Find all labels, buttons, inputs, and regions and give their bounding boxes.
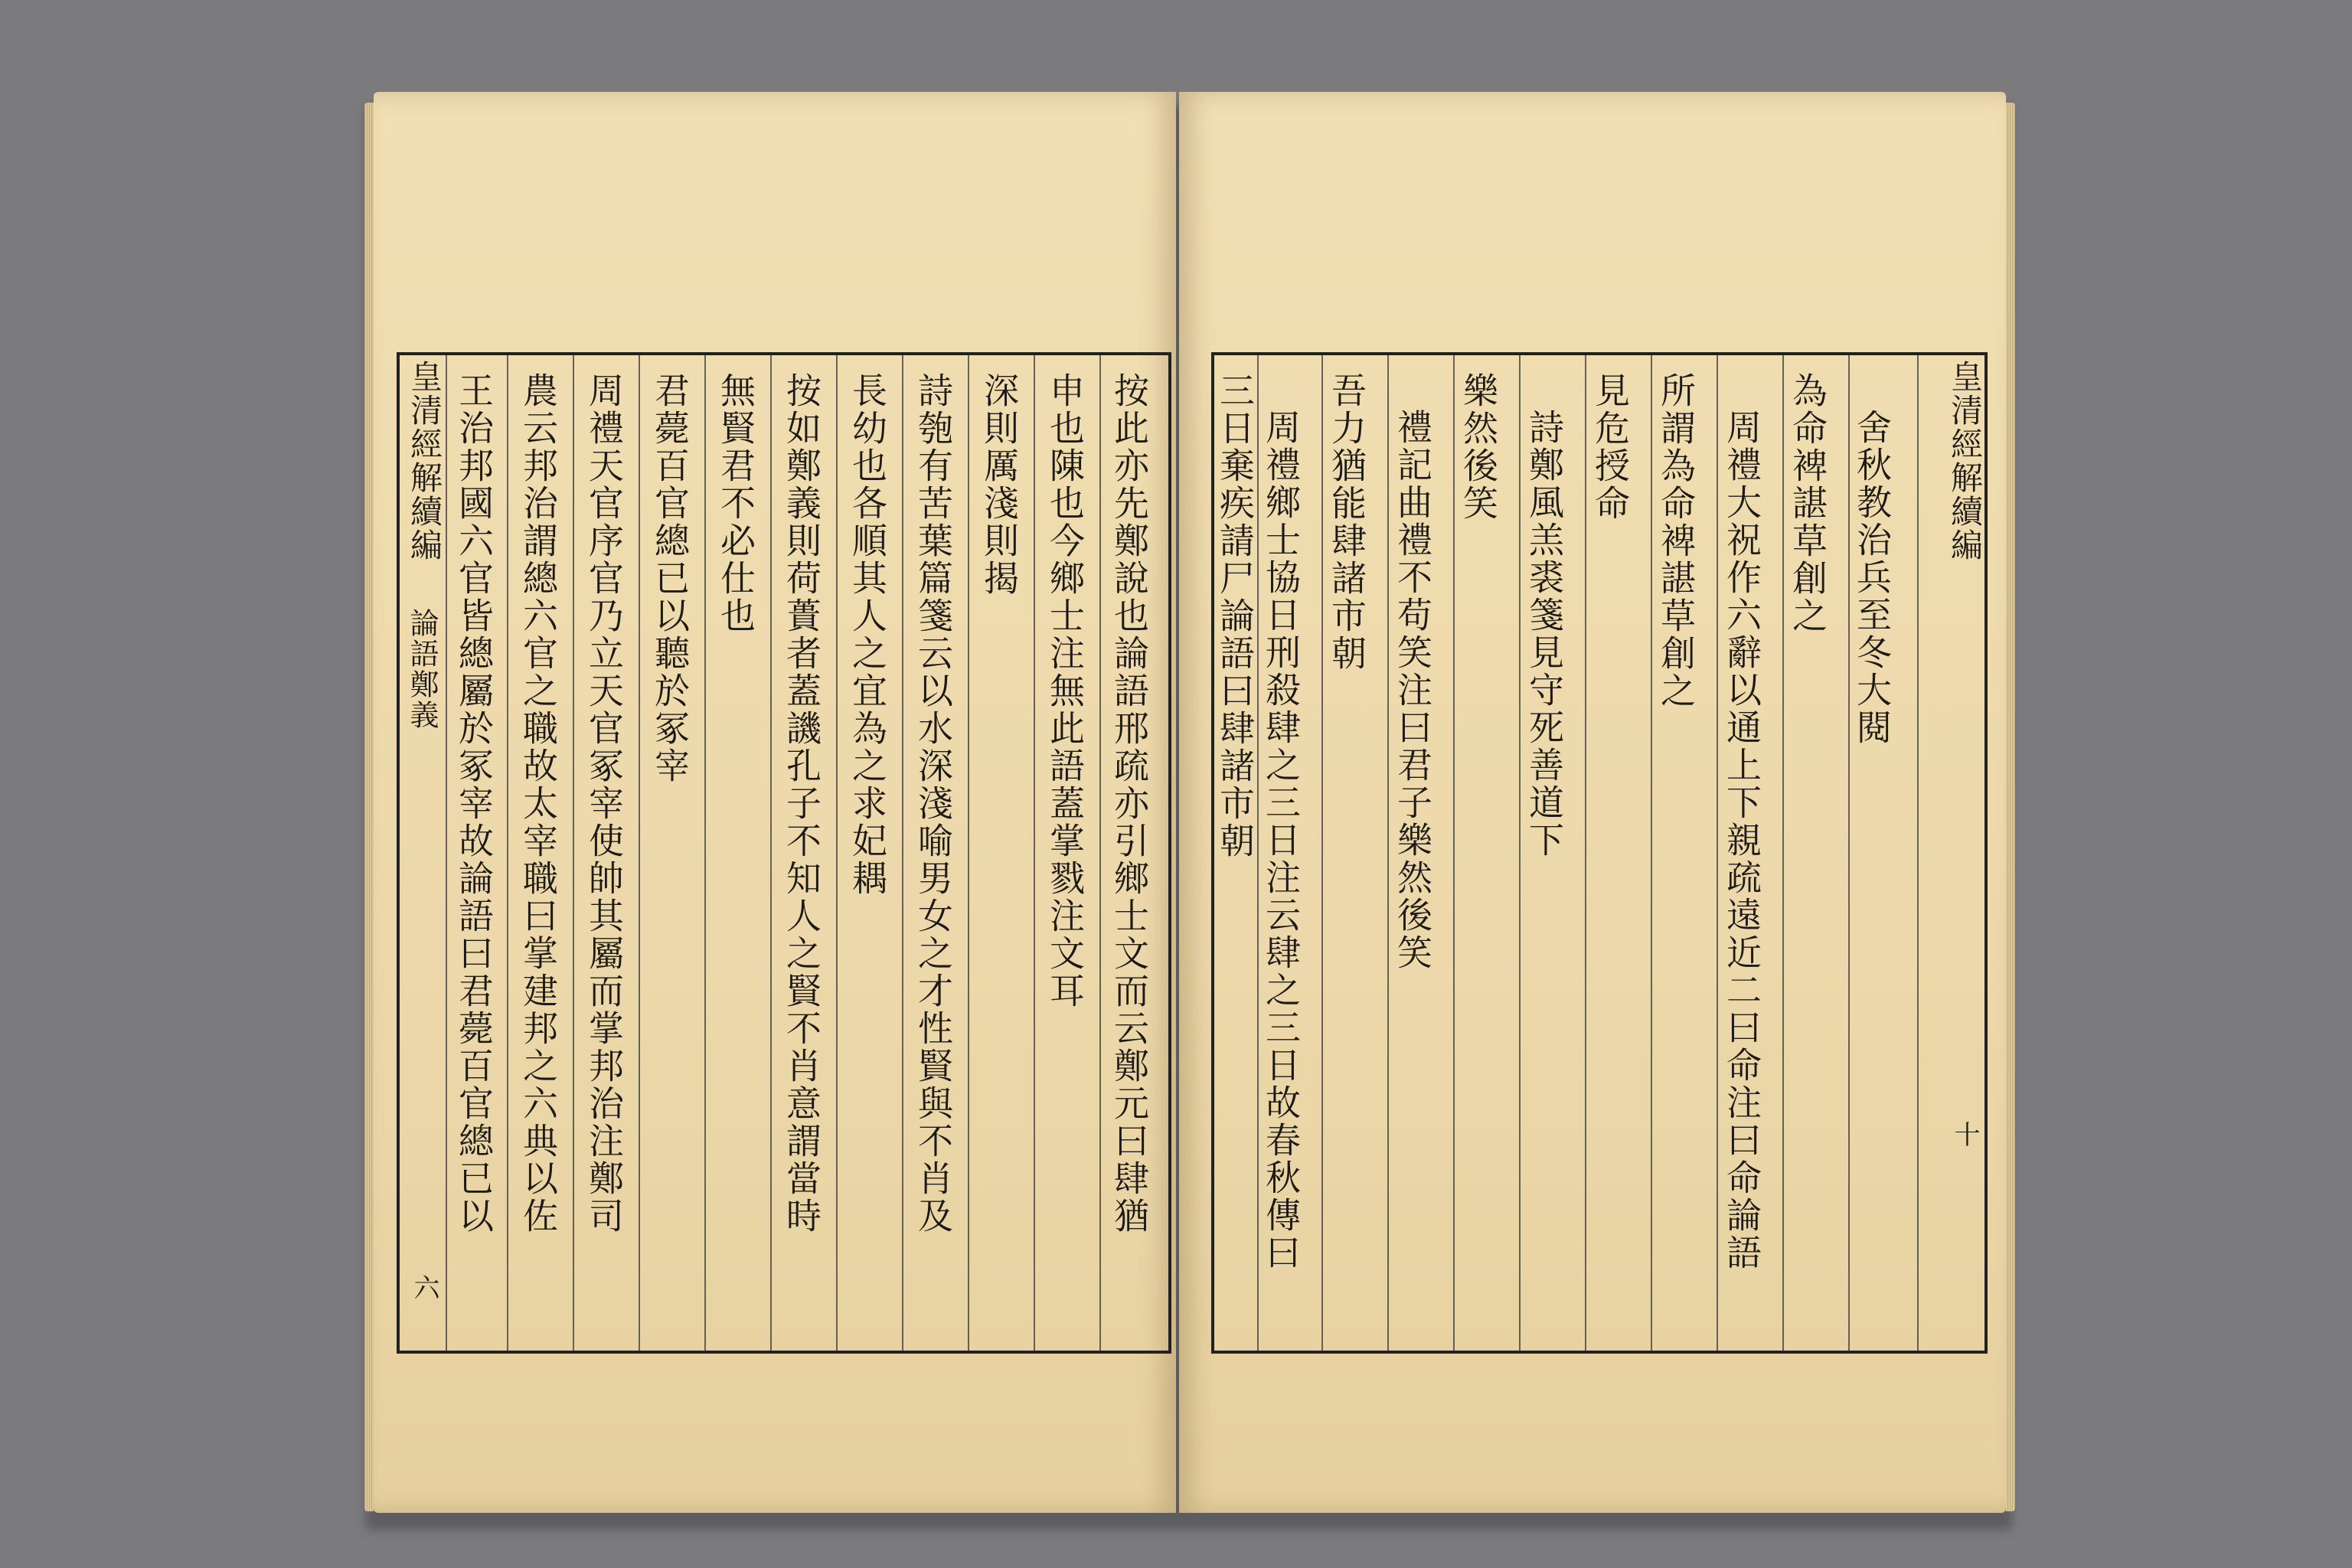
text-column: 吾力猶能肆諸市朝 bbox=[1326, 372, 1367, 672]
text-column: 深則厲淺則揭 bbox=[978, 372, 1020, 597]
text-column: 周禮天官序官乃立天官冢宰使帥其屬而掌邦治注鄭司 bbox=[583, 372, 625, 1235]
left-page bbox=[374, 92, 1176, 1513]
text-column: 周禮鄉士協日刑殺肆之三日注云肆之三日故春秋傳曰 bbox=[1260, 409, 1302, 1272]
right-margin-strip bbox=[1919, 355, 1986, 1351]
folio-number: 十 bbox=[1949, 1121, 1980, 1147]
left-margin-strip bbox=[398, 355, 466, 1351]
text-column: 按此亦先鄭說也論語邢疏亦引鄉士文而云鄭元曰肆猶 bbox=[1109, 372, 1150, 1235]
text-column: 申也陳也今鄉士注無此語蓋掌戮注文耳 bbox=[1044, 372, 1086, 1010]
right-page bbox=[1179, 92, 2006, 1513]
text-column: 所謂為命裨諶草創之 bbox=[1655, 372, 1697, 710]
folio-number: 六 bbox=[409, 1274, 439, 1300]
page-edges-right bbox=[2006, 103, 2015, 1511]
right-text-block bbox=[1211, 352, 1988, 1354]
left-text-block bbox=[397, 352, 1171, 1354]
text-column: 長幼也各順其人之宜為之求妃耦 bbox=[847, 372, 888, 897]
text-column: 周禮大祝作六辭以通上下親疏遠近二曰命注曰命論語 bbox=[1721, 409, 1762, 1272]
book-title: 皇清經解續編 bbox=[1946, 360, 1984, 562]
text-column: 舍秋教治兵至冬大閱 bbox=[1851, 409, 1893, 746]
text-column: 見危授命 bbox=[1589, 372, 1631, 522]
text-column: 為命裨諶草創之 bbox=[1787, 372, 1828, 635]
text-column: 樂然後笑 bbox=[1458, 372, 1499, 522]
text-column: 按如鄭義則荷蕢者蓋譏孔子不知人之賢不肖意謂當時 bbox=[781, 372, 822, 1235]
text-column: 農云邦治謂總六官之職故太宰職曰掌建邦之六典以佐 bbox=[518, 372, 559, 1235]
section-title: 論語鄭義 bbox=[405, 608, 439, 730]
text-column: 三日棄疾請尸論語曰肆諸市朝 bbox=[1214, 372, 1256, 860]
text-column: 詩鄭風羔裘箋見守死善道下 bbox=[1524, 409, 1565, 859]
book-title: 皇清經解續編 bbox=[406, 360, 443, 562]
text-column: 王治邦國六官皆總屬於冢宰故論語曰君薨百官總已以 bbox=[453, 372, 495, 1235]
text-column: 禮記曲禮不苟笑注曰君子樂然後笑 bbox=[1392, 409, 1433, 972]
page-edges-left bbox=[364, 103, 374, 1511]
text-column: 詩匏有苦葉篇箋云以水深淺喻男女之才性賢與不肖及 bbox=[913, 372, 954, 1235]
text-column: 無賢君不必仕也 bbox=[715, 372, 756, 635]
text-column: 君薨百官總已以聽於冢宰 bbox=[649, 372, 691, 785]
open-book bbox=[360, 92, 2014, 1531]
